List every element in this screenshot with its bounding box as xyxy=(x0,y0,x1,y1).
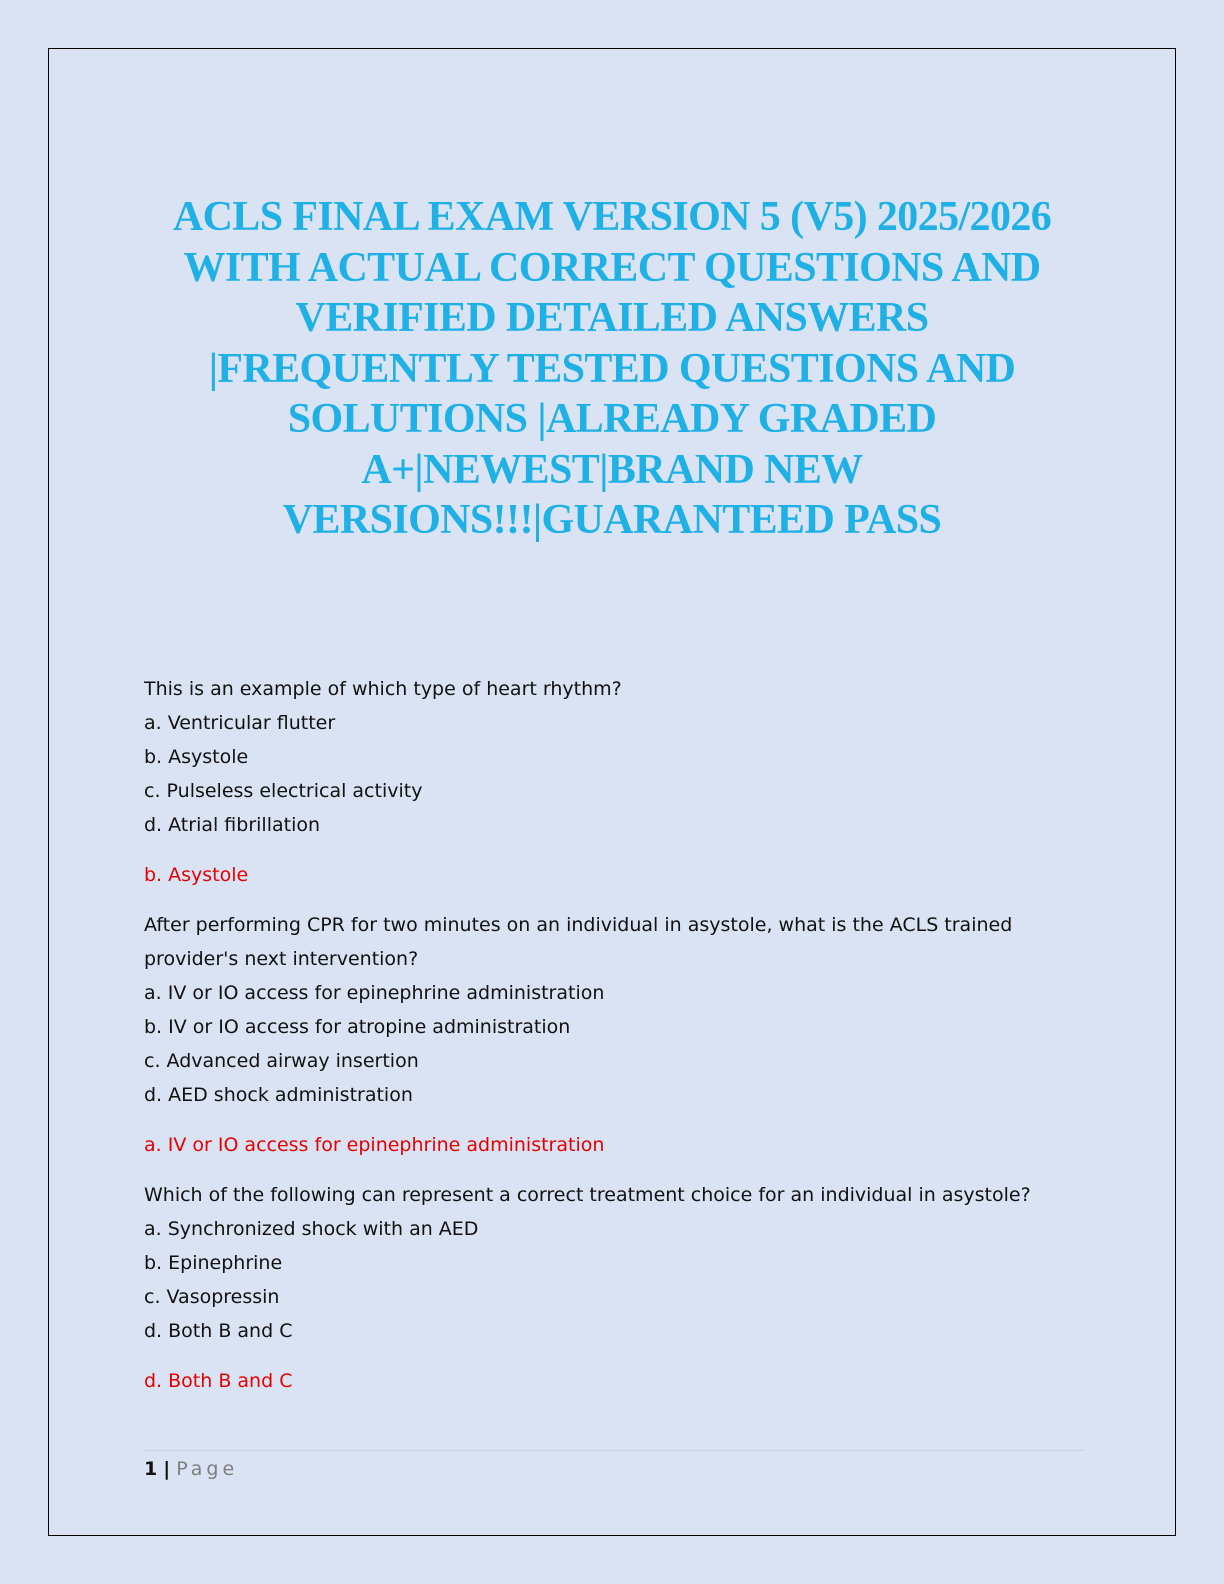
page-number: 1 xyxy=(144,1458,158,1480)
answer-text: d. Both B and C xyxy=(144,1370,293,1392)
title-line: SOLUTIONS |ALREADY GRADED xyxy=(287,396,937,442)
question-block-2 xyxy=(144,908,1084,1162)
title-line: ACLS FINAL EXAM VERSION 5 (V5) 2025/2026 xyxy=(172,194,1052,240)
question-text: After performing CPR for two minutes on an individual in asystole, what is the ACLS trained provider's next intervention? xyxy=(144,914,1013,970)
title-line: A+|NEWEST|BRAND NEW xyxy=(361,446,863,493)
option-item: a. Synchronized shock with an AED xyxy=(144,1218,479,1240)
footer-divider xyxy=(144,1450,1084,1451)
option-item: d. Atrial fibrillation xyxy=(144,814,321,836)
answer-text: b. Asystole xyxy=(144,864,249,886)
option-item: c. Advanced airway insertion xyxy=(144,1050,419,1072)
answer-text: a. IV or IO access for epinephrine administration xyxy=(144,1134,605,1156)
title-line: VERIFIED DETAILED ANSWERS xyxy=(295,295,929,341)
option-item: a. Ventricular flutter xyxy=(144,712,336,734)
footer-separator: | xyxy=(163,1458,171,1480)
title-line: WITH ACTUAL CORRECT QUESTIONS AND xyxy=(183,244,1041,291)
option-item: a. IV or IO access for epinephrine administration xyxy=(144,982,605,1004)
question-text: Which of the following can represent a correct treatment choice for an individual in asystole? xyxy=(144,1184,1031,1206)
page-label: Page xyxy=(176,1458,239,1480)
question-block-3 xyxy=(144,1178,1084,1398)
question-block-1 xyxy=(144,672,1084,892)
title-line: VERSIONS!!!|GUARANTEED PASS xyxy=(282,497,942,543)
question-text: This is an example of which type of heart rhythm? xyxy=(144,678,622,700)
option-item: d. Both B and C xyxy=(144,1320,293,1342)
option-item: b. Epinephrine xyxy=(144,1252,283,1274)
option-item: b. Asystole xyxy=(144,746,249,768)
option-item: c. Pulseless electrical activity xyxy=(144,780,423,802)
option-item: d. AED shock administration xyxy=(144,1084,413,1106)
title-line: |FREQUENTLY TESTED QUESTIONS AND xyxy=(208,345,1016,392)
document-title xyxy=(100,192,1124,546)
option-item: c. Vasopressin xyxy=(144,1286,280,1308)
questions-section xyxy=(144,672,1084,1414)
page-footer xyxy=(144,1456,238,1482)
option-item: b. IV or IO access for atropine administration xyxy=(144,1016,571,1038)
